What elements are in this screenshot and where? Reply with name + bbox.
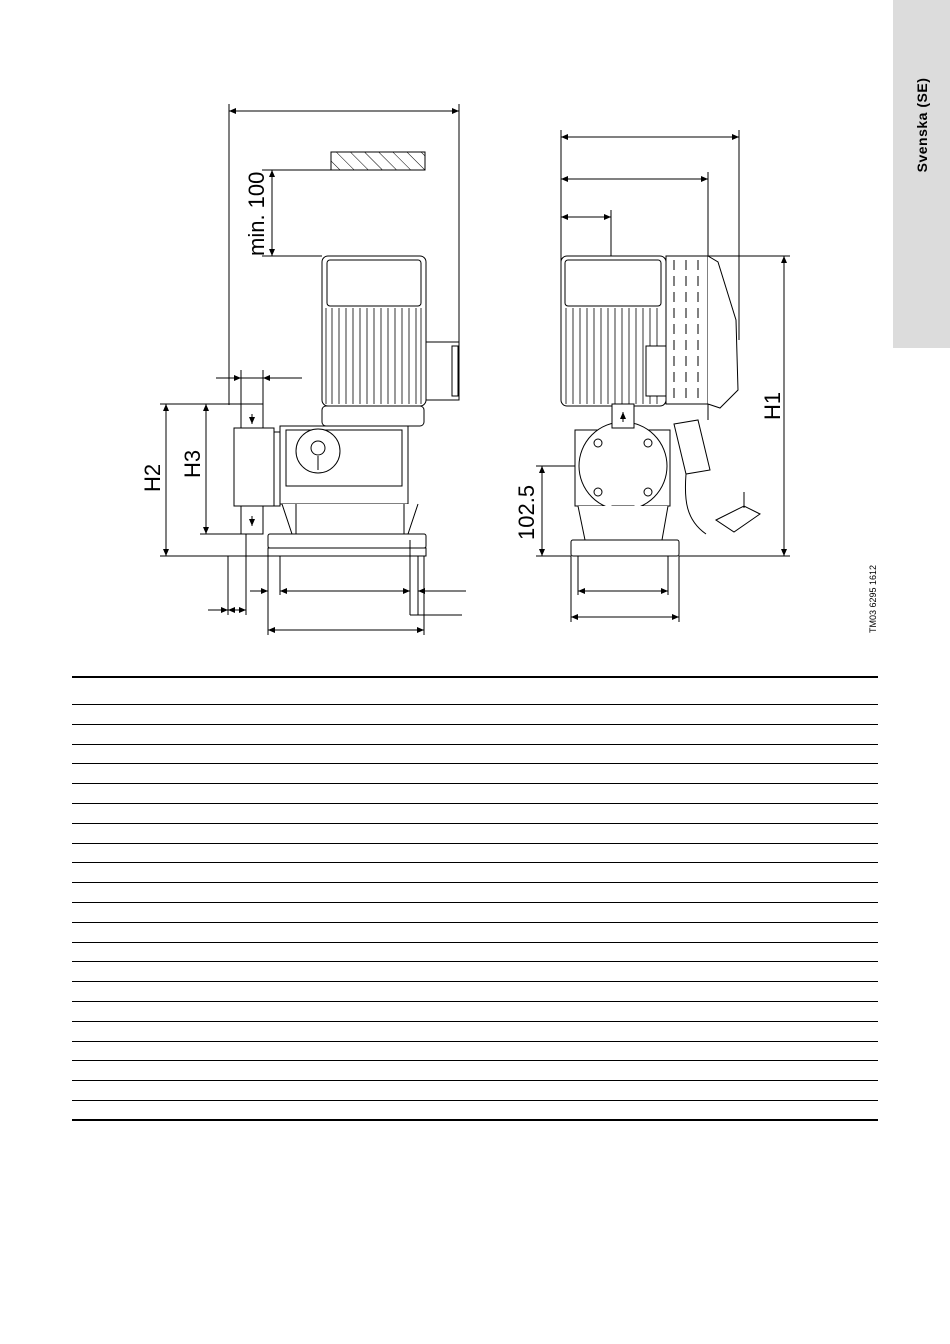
h2-label: H2 xyxy=(140,463,165,492)
table-row xyxy=(72,705,878,725)
table-row xyxy=(72,824,878,844)
table-row xyxy=(72,883,878,903)
table-row xyxy=(72,844,878,864)
table-row xyxy=(72,745,878,765)
table-row xyxy=(72,1081,878,1101)
h3-label: H3 xyxy=(180,449,205,478)
height-102-5-label: 102.5 xyxy=(514,484,539,540)
table-row xyxy=(72,784,878,804)
table-row xyxy=(72,804,878,824)
table-row xyxy=(72,676,878,705)
table-row xyxy=(72,1022,878,1042)
table-row xyxy=(72,982,878,1002)
drawing-code: TM03 6295 1612 xyxy=(868,564,878,633)
table-row xyxy=(72,923,878,943)
table-row xyxy=(72,764,878,784)
specification-table xyxy=(72,676,878,1121)
h1-label: H1 xyxy=(760,391,785,420)
min-clearance-label: min. 100 xyxy=(244,171,269,256)
table-row xyxy=(72,1002,878,1022)
language-tab-label: Svenska (SE) xyxy=(913,77,930,173)
table-row xyxy=(72,943,878,963)
table-row xyxy=(72,962,878,982)
table-row xyxy=(72,903,878,923)
table-row xyxy=(72,863,878,883)
table-row xyxy=(72,725,878,745)
table-row xyxy=(72,1061,878,1081)
table-row xyxy=(72,1101,878,1121)
table-row xyxy=(72,1042,878,1062)
